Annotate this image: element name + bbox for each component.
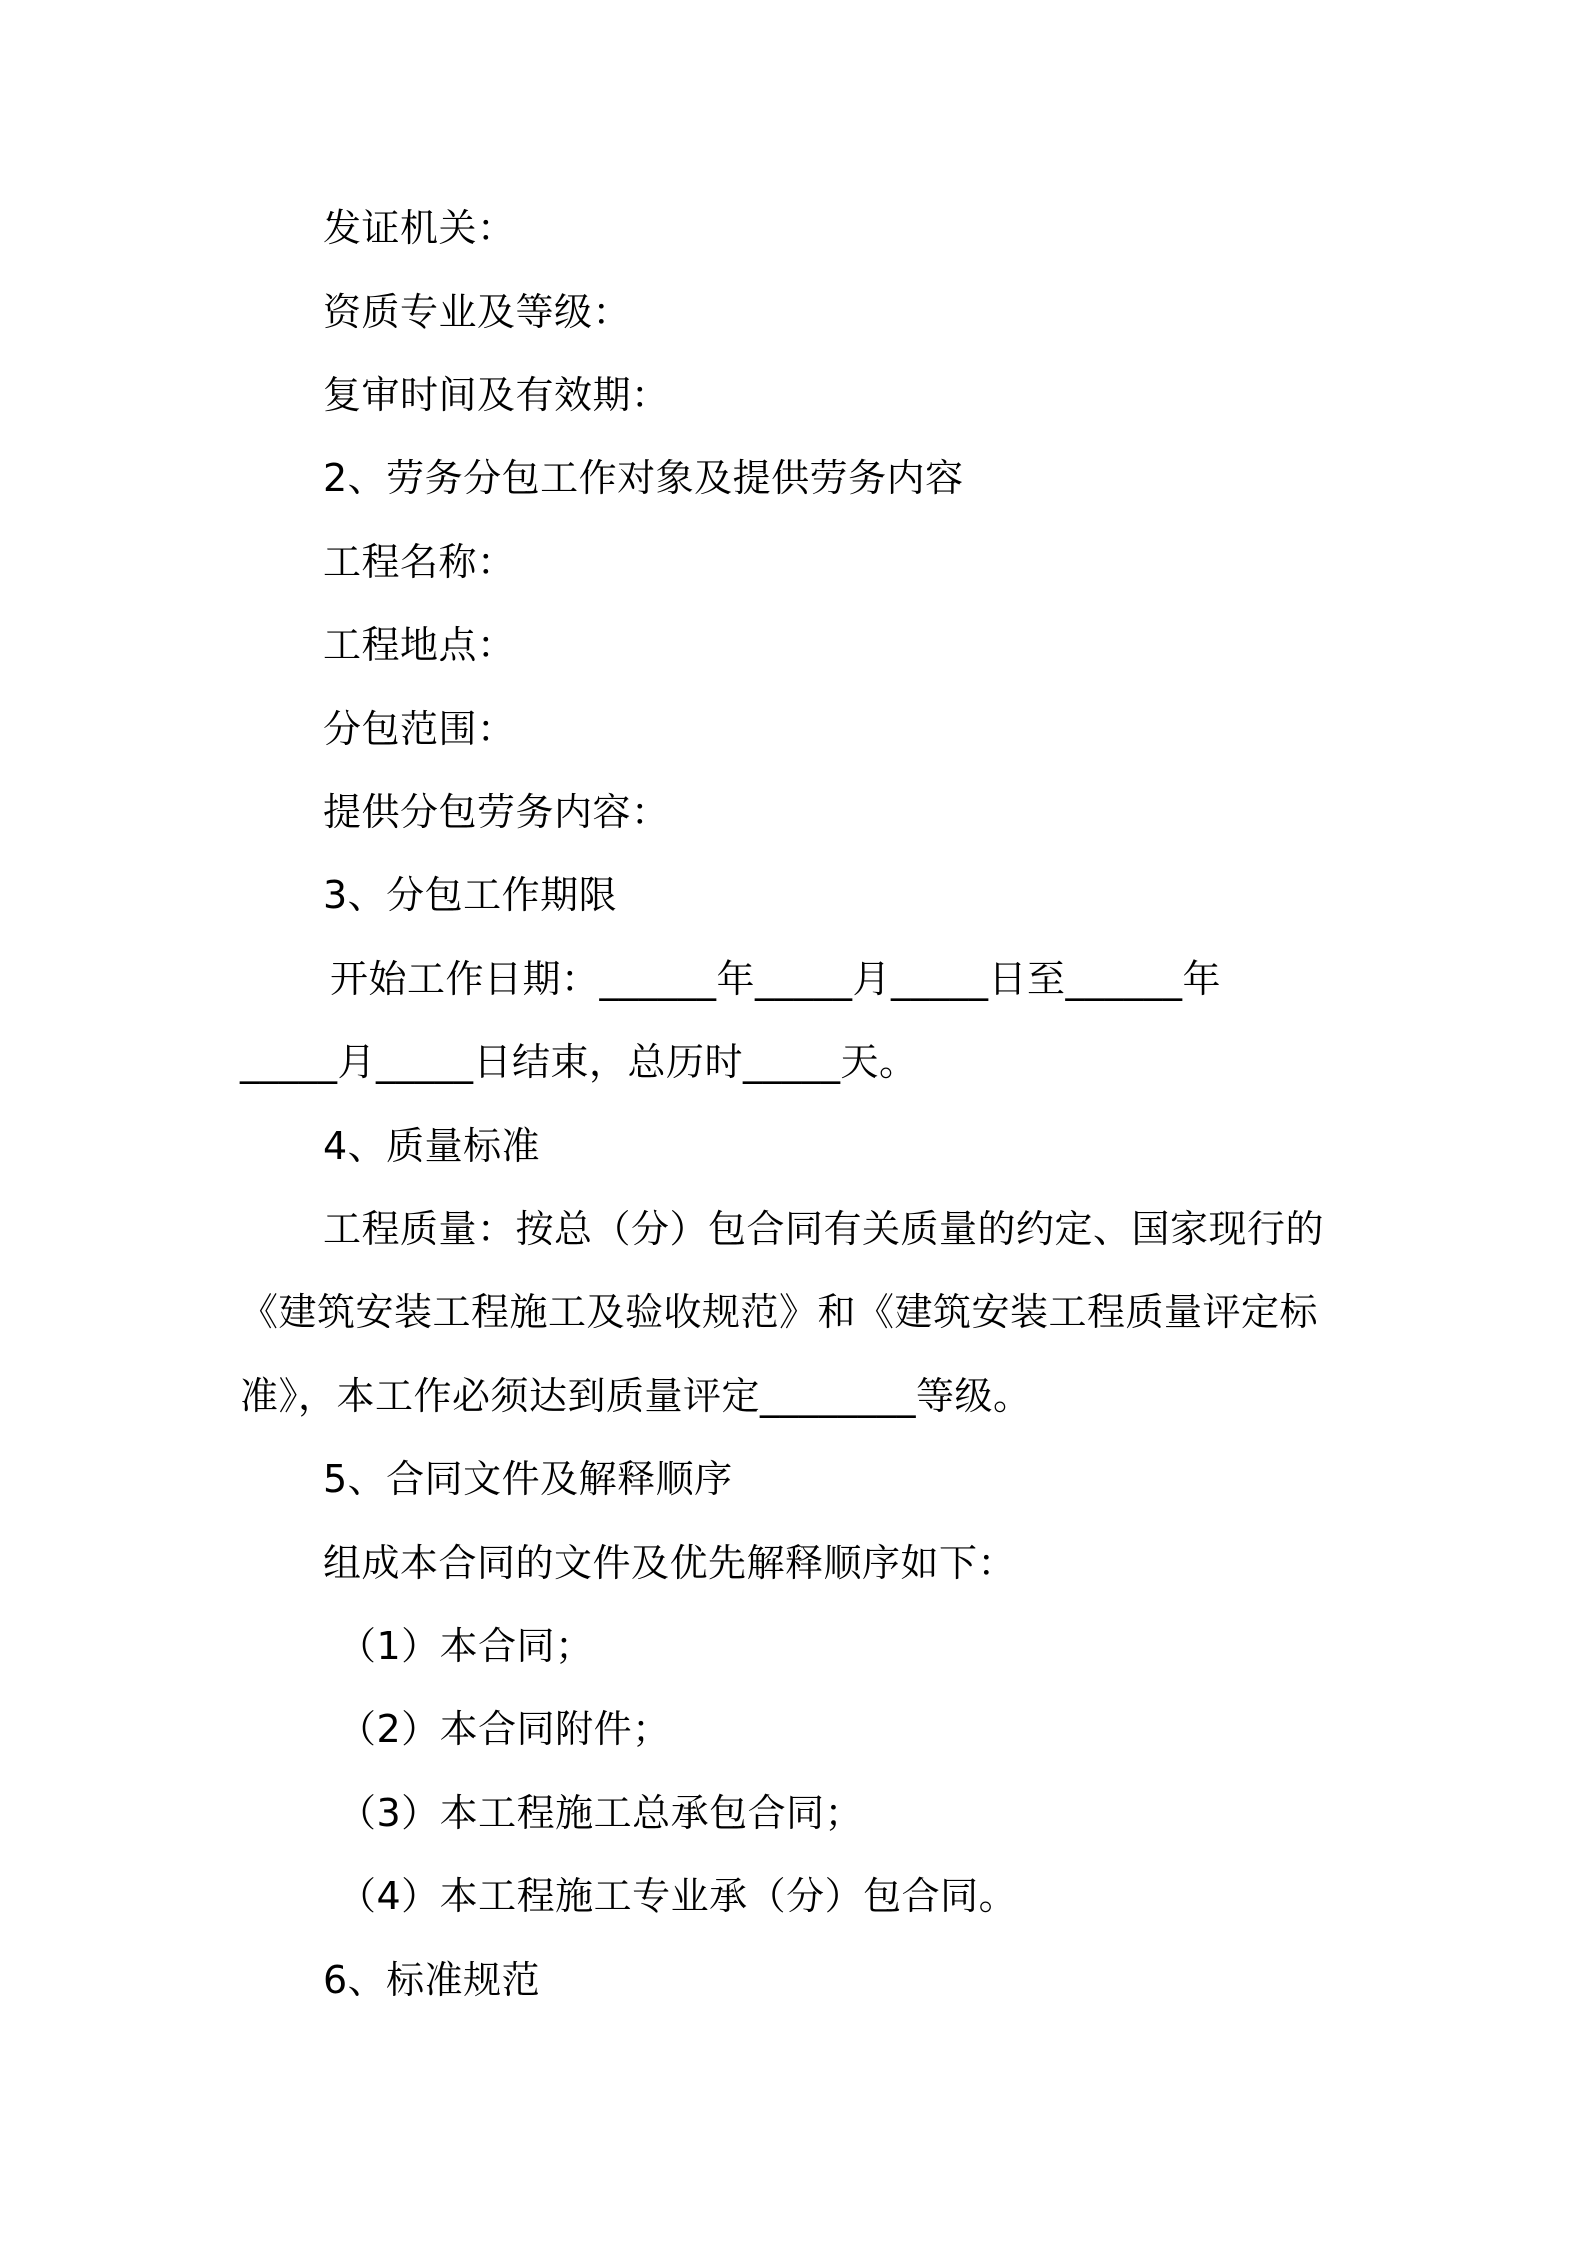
section-heading-3: 3、分包工作期限 xyxy=(323,873,618,917)
quality-paragraph-line-3: 准》，本工作必须达到质量评定________等级。 xyxy=(240,1374,1032,1418)
project-name-label: 工程名称： xyxy=(323,540,516,584)
quality-paragraph-line-2: 《建筑安装工程施工及验收规范》和《建筑安装工程质量评定标 xyxy=(240,1290,1319,1334)
list-item: （1）本合同； xyxy=(338,1624,594,1668)
labor-content-label: 提供分包劳务内容： xyxy=(323,790,670,834)
section-heading-5: 5、合同文件及解释顺序 xyxy=(323,1457,733,1501)
list-item: （4）本工程施工专业承（分）包合同。 xyxy=(338,1874,1018,1918)
list-item: （2）本合同附件； xyxy=(338,1707,671,1751)
project-location-label: 工程地点： xyxy=(323,623,516,667)
work-period-line-1: 开始工作日期：______年_____月_____日至______年 xyxy=(330,957,1222,1001)
work-period-line-2: _____月_____日结束，总历时_____天。 xyxy=(240,1040,918,1084)
qualification-grade-label: 资质专业及等级： xyxy=(323,290,632,334)
section-heading-4: 4、质量标准 xyxy=(323,1124,541,1168)
documents-order-intro: 组成本合同的文件及优先解释顺序如下： xyxy=(323,1541,1017,1585)
quality-paragraph-line-1: 工程质量：按总（分）包合同有关质量的约定、国家现行的 xyxy=(323,1207,1325,1251)
issuing-authority-label: 发证机关： xyxy=(323,206,516,250)
section-heading-6: 6、标准规范 xyxy=(323,1958,541,2002)
subcontract-scope-label: 分包范围： xyxy=(323,707,516,751)
list-item: （3）本工程施工总承包合同； xyxy=(338,1791,864,1835)
review-validity-label: 复审时间及有效期： xyxy=(323,373,670,417)
section-heading-2: 2、劳务分包工作对象及提供劳务内容 xyxy=(323,456,964,500)
